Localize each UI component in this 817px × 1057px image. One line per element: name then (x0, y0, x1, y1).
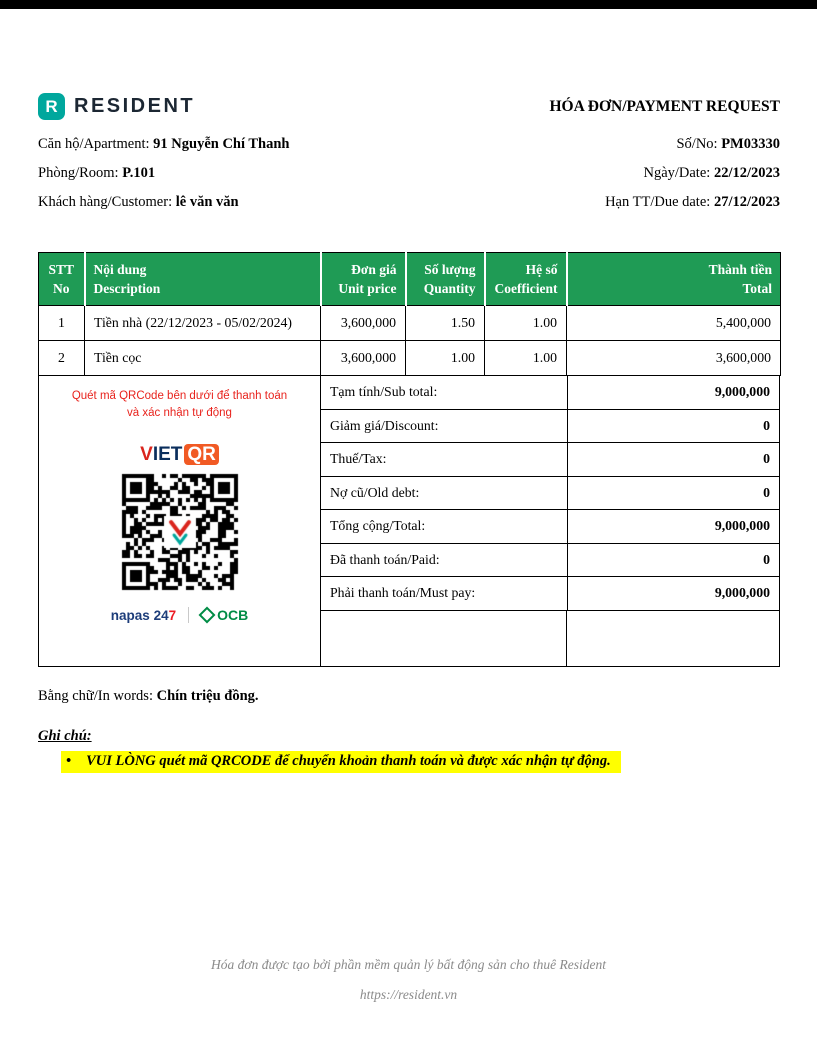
ocb-text: OCB (217, 607, 249, 623)
summary-filler-left (321, 611, 567, 667)
qr-code (119, 471, 241, 593)
col-header-coefficient (485, 253, 567, 306)
payment-logos (39, 607, 320, 623)
summary-label: Tạm tính/Sub total: (330, 384, 438, 400)
bullet-icon: • (66, 753, 72, 769)
customer-info (38, 130, 290, 217)
in-words-label: Bằng chữ/In words: (38, 688, 157, 704)
amount-in-words (38, 688, 780, 705)
napas-7: 7 (168, 607, 177, 623)
notes-title: Ghi chú: (38, 728, 92, 744)
summary-row-must-pay (321, 577, 779, 611)
col-header-unit-price (321, 253, 406, 306)
summary-row-total (321, 510, 779, 544)
col-header-total (567, 253, 781, 306)
invoice-header (38, 93, 780, 120)
table-header-row (39, 253, 781, 306)
summary-row-subtotal (321, 376, 779, 410)
customer-value: lê văn văn (175, 194, 239, 210)
in-words-value: Chín triệu đồng. (156, 688, 259, 704)
invoice-content (0, 9, 817, 773)
customer-line (38, 188, 290, 217)
note-item (38, 751, 780, 773)
number-value: PM03330 (721, 136, 780, 152)
col-header-description-line1: Nội dung (93, 262, 147, 277)
ocb-logo (201, 607, 248, 623)
col-header-no (39, 253, 85, 306)
date-label: Ngày/Date: (643, 165, 714, 181)
qr-instruction (39, 388, 320, 422)
summary-value: 9,000,000 (567, 510, 779, 543)
napas-24: 24 (153, 607, 169, 623)
summary-value: 0 (567, 443, 779, 476)
qr-instruction-line2: và xác nhận tự động (127, 407, 232, 419)
cell-total: 3,600,000 (567, 341, 781, 376)
summary-value: 0 (567, 410, 779, 443)
summary-filler-right (567, 611, 779, 667)
top-bar (0, 0, 817, 9)
cell-no: 1 (39, 306, 85, 341)
date-line (605, 159, 780, 188)
col-header-quantity-line2: Quantity (423, 281, 476, 296)
note-text: VUI LÒNG quét mã QRCODE để chuyển khoản thanh toán và được xác nhận tự động. (86, 753, 611, 769)
resident-logo (38, 93, 195, 120)
napas-name: napas (110, 607, 150, 623)
napas-logo (111, 608, 176, 623)
resident-logo-icon: R (38, 93, 65, 120)
footer-line2: https://resident.vn (359, 987, 458, 1002)
note-highlight (61, 751, 621, 773)
totals-summary (321, 376, 779, 666)
col-header-coefficient-line2: Coefficient (494, 281, 558, 296)
due-date-label: Hạn TT/Due date: (605, 194, 714, 210)
summary-label: Phải thanh toán/Must pay: (330, 585, 476, 601)
cell-quantity: 1.00 (406, 341, 485, 376)
summary-row-discount (321, 410, 779, 444)
col-header-unit-price-line1: Đơn giá (351, 262, 397, 277)
document-title: HÓA ĐƠN/PAYMENT REQUEST (549, 97, 780, 115)
page-footer (0, 950, 817, 1010)
invoice-row (39, 341, 781, 376)
col-header-quantity-line1: Số lượng (424, 262, 476, 277)
summary-value: 9,000,000 (567, 376, 779, 409)
logo-divider (188, 607, 189, 623)
summary-label: Nợ cũ/Old debt: (330, 484, 420, 500)
document-info (605, 130, 780, 217)
ocb-icon (199, 607, 216, 624)
due-date-value: 27/12/2023 (713, 194, 780, 210)
totals-and-qr-section (38, 376, 780, 667)
invoice-info (38, 130, 780, 217)
summary-label: Giảm giá/Discount: (330, 417, 439, 433)
summary-label: Tổng cộng/Total: (330, 518, 426, 534)
apartment-label: Căn hộ/Apartment: (38, 136, 154, 152)
summary-label: Thuế/Tax: (330, 451, 387, 467)
summary-row-tax (321, 443, 779, 477)
cell-description: Tiền cọc (85, 341, 321, 376)
col-header-total-line1: Thành tiền (708, 262, 772, 277)
cell-total: 5,400,000 (567, 306, 781, 341)
date-value: 22/12/2023 (713, 165, 780, 181)
cell-description: Tiền nhà (22/12/2023 - 05/02/2024) (85, 306, 321, 341)
summary-label: Đã thanh toán/Paid: (330, 551, 440, 567)
summary-value: 9,000,000 (567, 577, 779, 610)
summary-row-old-debt (321, 477, 779, 511)
number-label: Số/No: (676, 136, 722, 152)
col-header-description (85, 253, 321, 306)
summary-row-paid (321, 544, 779, 578)
col-header-coefficient-line1: Hệ số (525, 262, 558, 277)
summary-filler (321, 611, 779, 667)
cell-coefficient: 1.00 (485, 306, 567, 341)
cell-no: 2 (39, 341, 85, 376)
summary-value: 0 (567, 477, 779, 510)
qr-panel (39, 376, 321, 666)
vietqr-qr: QR (184, 444, 219, 465)
room-line (38, 159, 290, 188)
customer-label: Khách hàng/Customer: (38, 194, 176, 210)
summary-value: 0 (567, 544, 779, 577)
apartment-line (38, 130, 290, 159)
cell-coefficient: 1.00 (485, 341, 567, 376)
resident-logo-text: RESIDENT (74, 95, 196, 117)
qr-instruction-line1: Quét mã QRCode bên dưới để thanh toán (71, 390, 288, 402)
col-header-unit-price-line2: Unit price (338, 281, 397, 296)
cell-unit-price: 3,600,000 (321, 306, 406, 341)
vietqr-logo (39, 444, 320, 466)
cell-quantity: 1.50 (406, 306, 485, 341)
vietqr-v: V (140, 444, 153, 465)
apartment-value: 91 Nguyễn Chí Thanh (153, 136, 290, 152)
vietqr-iet: IET (152, 444, 183, 465)
number-line (605, 130, 780, 159)
col-header-description-line2: Description (93, 281, 161, 296)
room-label: Phòng/Room: (38, 165, 123, 181)
col-header-no-line1: STT (48, 262, 75, 277)
footer-line1: Hóa đơn được tạo bởi phần mềm quản lý bất động sản cho thuê Resident (211, 957, 606, 972)
due-date-line (605, 188, 780, 217)
invoice-row (39, 306, 781, 341)
col-header-total-line2: Total (742, 281, 772, 296)
col-header-no-line2: No (53, 281, 70, 296)
room-value: P.101 (122, 165, 156, 181)
invoice-table (38, 252, 781, 376)
col-header-quantity (406, 253, 485, 306)
cell-unit-price: 3,600,000 (321, 341, 406, 376)
